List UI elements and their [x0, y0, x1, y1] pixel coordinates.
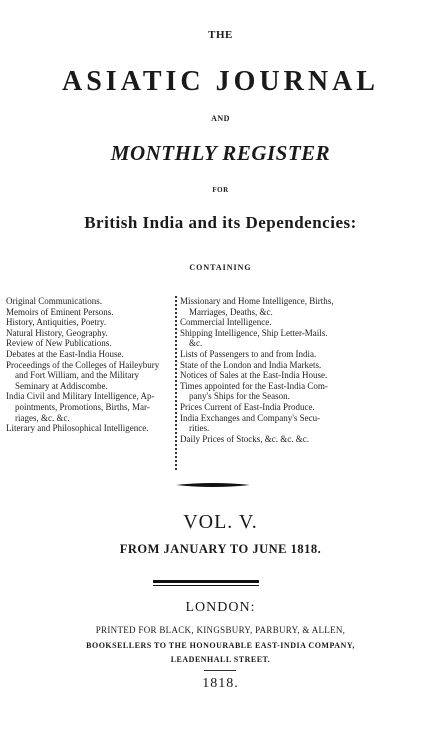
contents-item: Debates at the East-India House. [6, 348, 124, 359]
the-heading: THE [208, 29, 233, 41]
contents-item: Times appointed for the East-India Com- [180, 380, 328, 391]
contents-item: pointments, Promotions, Births, Mar- [15, 401, 150, 412]
contents-item: Lists of Passengers to and from India. [180, 348, 317, 359]
contents-item: Shipping Intelligence, Ship Letter-Mails. [180, 327, 328, 338]
and-word: AND [211, 114, 230, 123]
contents-item: rities. [189, 423, 210, 434]
contents-item: Daily Prices of Stocks, &c. &c. &c. [180, 433, 309, 444]
short-rule [204, 670, 236, 671]
contents-item: Original Communications. [6, 296, 102, 306]
subtitle: British India and its Dependencies: [84, 213, 357, 232]
imprint-printer: PRINTED FOR BLACK, KINGSBURY, PARBURY, & ALLEN, [95, 625, 346, 635]
imprint-year: 1818. [202, 676, 239, 691]
contents-item: Natural History, Geography. [6, 327, 108, 338]
contents-item: Prices Current of East-India Produce. [180, 401, 315, 412]
contents-item: riages, &c. &c. [15, 412, 70, 423]
contents-item: India Exchanges and Company's Secu- [180, 412, 321, 423]
contents-item: State of the London and India Markets. [180, 359, 322, 370]
contents-item: Review of New Publications. [6, 338, 112, 349]
volume-date-range: FROM JANUARY TO JUNE 1818. [119, 542, 322, 556]
contents-item: History, Antiquities, Poetry. [6, 317, 107, 328]
imprint-booksellers: BOOKSELLERS TO THE HONOURABLE EAST-INDIA COMPANY, [86, 641, 355, 650]
for-word: FOR [212, 186, 229, 194]
contents-item: and Fort William, and the Military [15, 370, 139, 381]
contents-item: India Civil and Military Intelligence, Ap- [6, 391, 155, 402]
contents-item: Notices of Sales at the East-India House. [180, 370, 328, 381]
volume-number: VOL. V. [183, 511, 258, 533]
imprint-street: LEADENHALL STREET. [170, 655, 271, 664]
imprint-city: LONDON: [185, 600, 256, 615]
contents-item: Commercial Intelligence. [180, 317, 272, 328]
contents-item: pany's Ships for the Season. [189, 391, 290, 402]
contents-item: Seminary at Addiscombe. [15, 380, 108, 391]
journal-title: ASIATIC JOURNAL [62, 66, 379, 97]
contents-item: Literary and Philosophical Intelligence. [6, 423, 149, 434]
contents-left-column [6, 296, 174, 434]
contents-item: Memoirs of Eminent Persons. [6, 306, 114, 317]
contents-item: Proceedings of the Colleges of Haileybury [6, 359, 160, 370]
double-rule-thin [153, 585, 259, 586]
containing-label: CONTAINING [189, 263, 252, 272]
contents-right-column [180, 296, 400, 444]
double-rule-thick [153, 580, 259, 583]
monthly-register-title: MONTHLY REGISTER [110, 141, 331, 165]
ornament-rule-icon [176, 480, 250, 490]
contents-item: Missionary and Home Intelligence, Births, [180, 296, 334, 306]
column-divider-brace [174, 296, 178, 470]
contents-item: Marriages, Deaths, &c. [189, 306, 273, 317]
contents-item: &c. [189, 338, 203, 349]
